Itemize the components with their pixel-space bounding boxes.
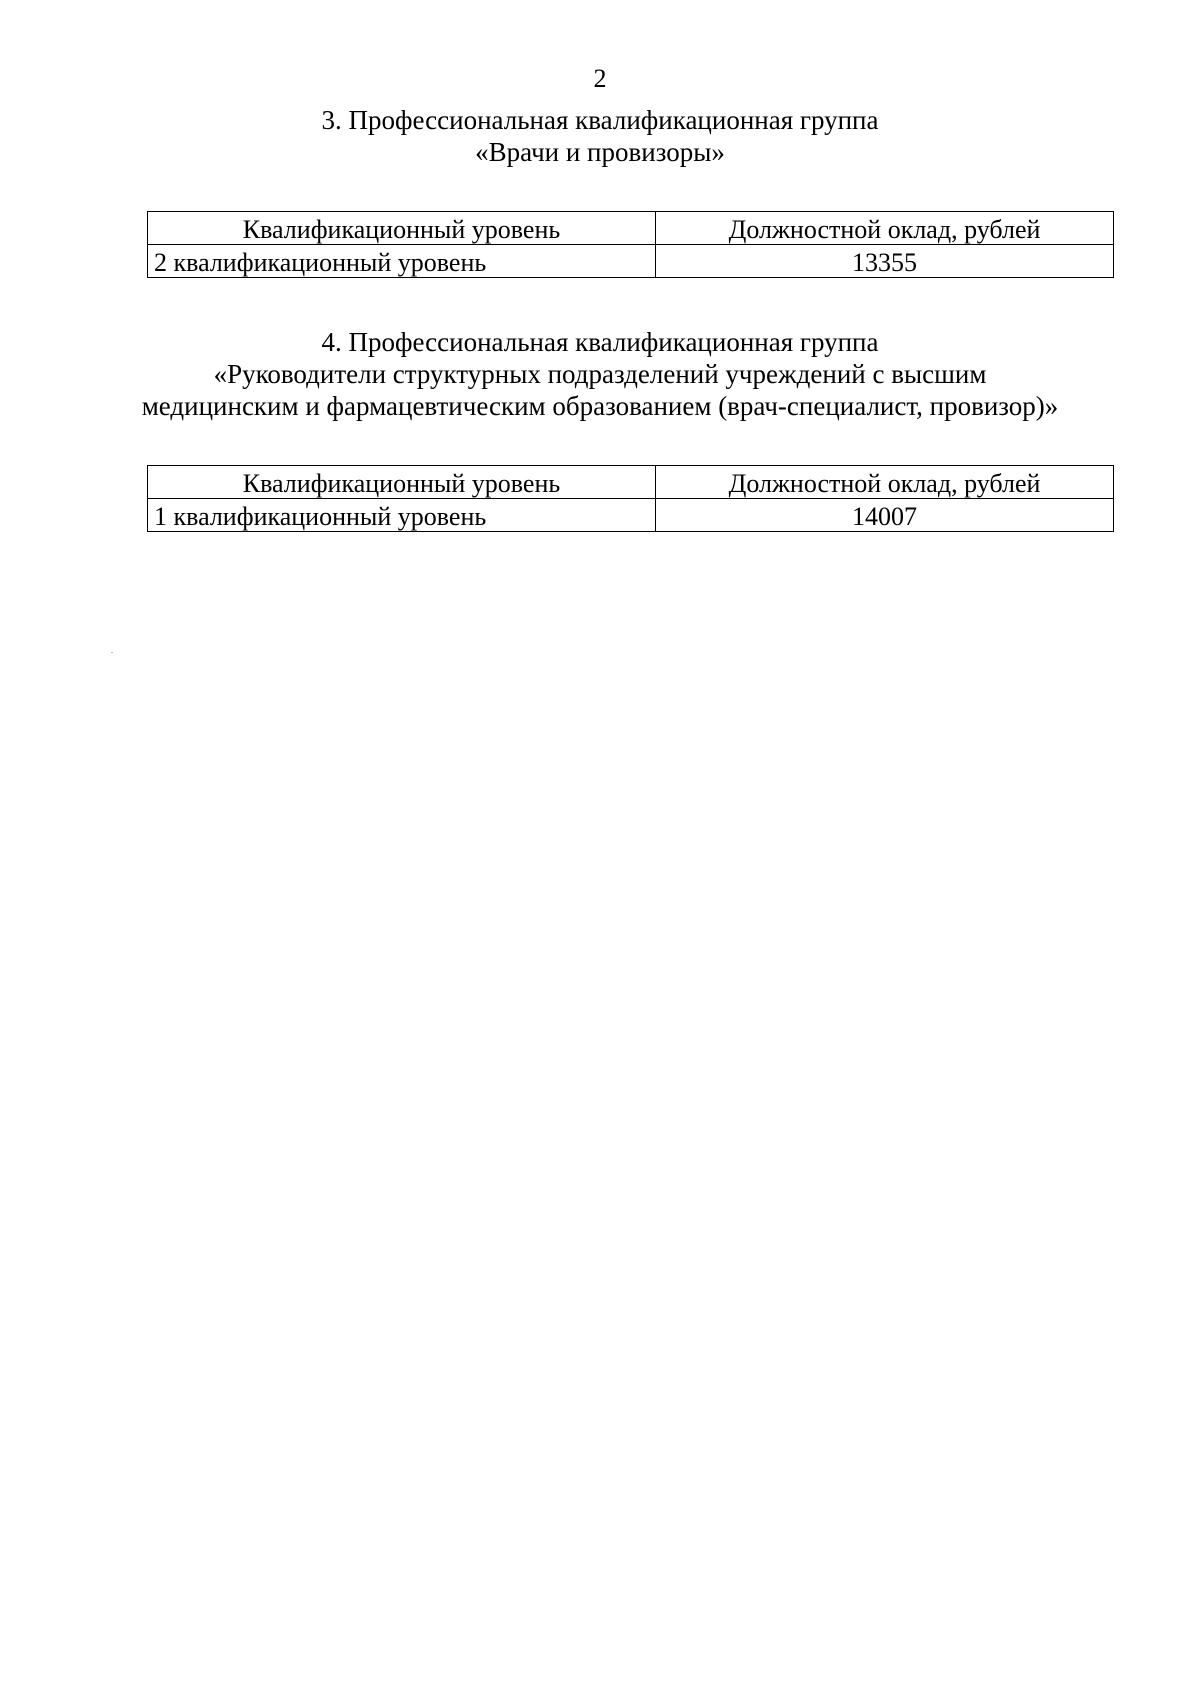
section-3-heading-line: 3. Профессиональная квалификационная группа [321, 105, 879, 135]
section-3-heading-line: «Врачи и провизоры» [475, 137, 725, 167]
header-salary: Должностной оклад, рублей [656, 466, 1114, 499]
section-4-heading [0, 326, 1200, 422]
salary-table-section-3 [147, 211, 1114, 278]
header-qualification-level: Квалификационный уровень [148, 466, 656, 499]
cell-qualification-level: 1 квалификационный уровень [148, 499, 656, 532]
table-row [148, 499, 1114, 532]
cell-salary: 14007 [656, 499, 1114, 532]
table-header-row [148, 212, 1114, 245]
header-qualification-level: Квалификационный уровень [148, 212, 656, 245]
page-number: 2 [593, 64, 607, 93]
table-row [148, 245, 1114, 278]
table-header-row [148, 466, 1114, 499]
cell-salary: 13355 [656, 245, 1114, 278]
section-4-heading-line: «Руководители структурных подразделений учреждений с высшим [213, 359, 987, 389]
section-4-heading-line: 4. Профессиональная квалификационная группа [321, 327, 879, 357]
section-3-heading [0, 104, 1200, 168]
header-salary: Должностной оклад, рублей [656, 212, 1114, 245]
salary-table-section-4 [147, 465, 1114, 532]
section-4-heading-line: медицинским и фармацевтическим образованием (врач-специалист, провизор)» [141, 391, 1059, 421]
scan-speck [111, 652, 113, 653]
cell-qualification-level: 2 квалификационный уровень [148, 245, 656, 278]
